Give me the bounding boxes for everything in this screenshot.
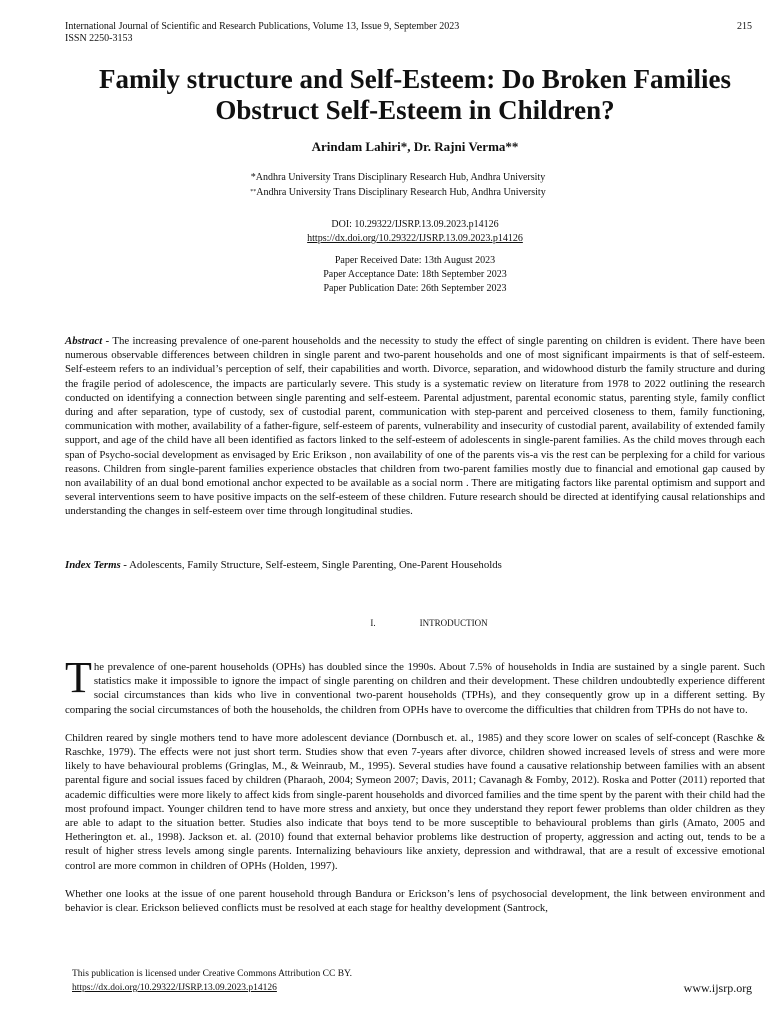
paragraph-1-text: he prevalence of one-parent households (OPHs) has doubled since the 1990s. About 7.5% of households in India are sustained by a single parent. Such statistics make it impossible to ignore the impact of single parenting on children and their development. These children undoubtedly experience different social circumstances than kids who live in conventional two-parent households (TPHs), and they consequently grow up in a different setting. By comparing the social circumstances of both the households, the children from OPHs have to overcome the difficulties that children from TPHs do not have to. [65,661,765,716]
site-link[interactable]: www.ijsrp.org [683,981,752,995]
affiliation-second-row [0,185,768,200]
paragraph-2: Children reared by single mothers tend to have more adolescent deviance (Dornbusch et. al., 1985) and they score lower on scales of self-concept (Raschke & Raschke, 1979). The effects were not just short term. Studies show that even 7-years after divorce, children showed increased levels of stress and were more likely to have behavioural problems (Gringlas, M., & Weinraub, M., 1995). Several studies have found a causative relationship between families with an absent parental figure and social issues faced by children (Pharaoh, 2004; Symeon 2007; Davis, 2011; Cavanagh & Fomby, 2012). Roska and Potter (2011) reported that academic difficulties were more likely to affect kids from single-parent households and divorced families and the time spent by the parent with their child had the most profound impact. Younger children tend to have more stress and anxiety, but once they understand they report fewer problems than older children as they are able to adapt to the situation better. Studies also indicate that boys tend to be more susceptible to behavioural problems than girls (Amato, 2005 and Hetherington et. al., 1998). Jackson et. al. (2010) found that external behavior problems like destruction of property, aggression and acting out, tends to be a result of higher stress levels among single parents. Internalizing behaviours like anxiety, depression and withdrawal, that are a result of excessive emotional control are more common in children of OPHs (Holden, 1997). [65,731,765,872]
doi-line: DOI: 10.29322/IJSRP.13.09.2023.p14126 [331,219,499,230]
license-text: This publication is licensed under Creative Commons Attribution CC BY. [72,969,353,979]
affiliations [0,170,768,200]
index-terms-text: Adolescents, Family Structure, Self-esteem, Single Parenting, One-Parent Households [127,559,502,571]
paragraph-3: Whether one looks at the issue of one parent household through Bandura or Erickson’s lens of psychosocial development, the link between environment and behavior is clear. Erickson believed conflicts must be resolved at each stage for healthy development (Santrock, [65,887,765,915]
running-header [65,21,459,45]
abstract-lead: Abstract - [65,335,110,347]
footer [72,967,352,995]
affiliation-mark: ** [250,189,257,195]
page-number: 215 [737,21,752,32]
abstract-text: The increasing prevalence of one-parent households and the necessity to study the effect of single parenting on children is evident. There have been numerous observable differences between children in single parent and two-parent households and one of most significant impairments is that of self-esteem. Self-esteem refers to an individual’s perception of self, their capabilities and worth. Divorce, separation, and widowhood disturb the family structure and during the fragile period of adolescence, the impacts are particularly severe. This study is a systematic review on literature from 1978 to 2022 outlining the research conducted on identifying a connection between single parenting and self-esteem. Parental adjustment, parental economic status, parenting style, family conflict during and after separation, type of custody, sex of custodial parent, communication with step-parent and perceived closeness to them, family functioning, communication with mother, availability of a father-figure, self-esteem of parents, vulnerability and insecurity of custodial parent, availability of extended family support, and age of the child have all been identified as factors linked to the self-esteem of adolescents in single-parent families. As the child moves through each span of Psycho-social development as envisaged by Eric Erikson , non availability of one of the parents vis-a vis the rest can be perplexing for a child for various reasons. Children from single-parent families experience obstacles that children from two-parent families mostly due to financial and emotional gap caused by non availability of an dual bond emotional anchor expected to be available as a social norm . There are mitigating factors like parental optimism and support and several interventions seem to have positive impacts on the self-esteem of these children. Future research should be directed at identifying causal relationships and understanding the changes in self-esteem over time through longitudinal studies. [65,335,765,518]
accepted-date: Paper Acceptance Date: 18th September 2023 [323,269,507,280]
paragraph-1 [65,642,765,717]
journal-name: International Journal of Scientific and Research Publications, Volume 13, Issue 9, September 2023 [65,21,460,32]
abstract [65,334,765,519]
published-date: Paper Publication Date: 26th September 2023 [323,283,507,294]
section-heading [0,618,768,628]
received-date: Paper Received Date: 13th August 2023 [334,255,496,266]
section-number: I. [370,618,376,628]
body-text [65,642,765,929]
index-terms [65,558,765,572]
affiliation-first: *Andhra University Trans Disciplinary Research Hub, Andhra University [250,172,546,183]
paper-title: Family structure and Self-Esteem: Do Broken Families Obstruct Self-Esteem in Children? [99,64,731,125]
authors: Arindam Lahiri*, Dr. Rajni Verma** [311,139,519,154]
doi-link[interactable]: https://dx.doi.org/10.29322/IJSRP.13.09.2023.p14126 [307,233,523,244]
doi-block [0,218,768,246]
dates-block [0,254,768,296]
issn: ISSN 2250-3153 [65,33,133,44]
index-terms-lead: Index Terms - [65,559,127,571]
drop-cap: T [65,653,92,702]
section-title: INTRODUCTION [419,618,488,628]
footer-doi-link[interactable]: https://dx.doi.org/10.29322/IJSRP.13.09.2023.p14126 [72,983,277,993]
affiliation-second: Andhra University Trans Disciplinary Research Hub, Andhra University [256,187,546,198]
